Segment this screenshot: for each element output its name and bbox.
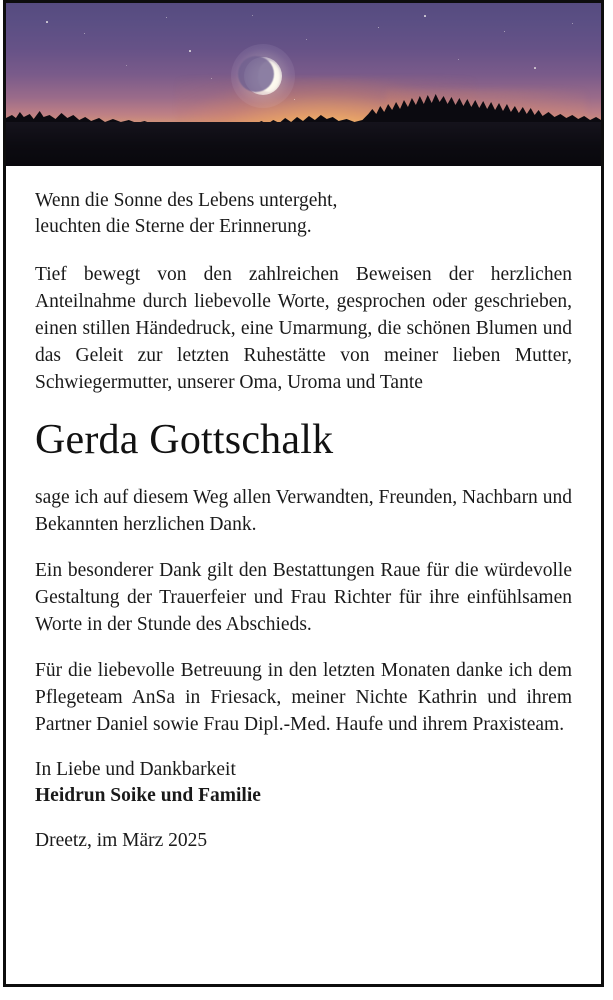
banner-photo (6, 3, 601, 166)
paragraph-2: sage ich auf diesem Weg allen Verwandten, Freunden, Nachbarn und Bekannten herzlichen Dank. (35, 487, 572, 535)
closing-block (35, 757, 572, 809)
verse (35, 188, 572, 240)
star (424, 15, 426, 17)
signature: Heidrun Soike und Familie (35, 785, 261, 806)
place-and-date: Dreetz, im März 2025 (35, 830, 208, 851)
memorial-notice-card (3, 0, 604, 987)
paragraph-4: Für die liebevolle Betreuung in den letzten Monaten danke ich dem Pflegeteam AnSa in Friesack, meiner Nichte Kathrin und ihrem Partner Daniel sowie Frau Dipl.-Med. Haufe und ihrem Praxisteam. (35, 660, 572, 735)
verse-line-1: Wenn die Sonne des Lebens untergeht, (35, 190, 338, 211)
closing-line: In Liebe und Dankbarkeit (35, 759, 236, 780)
deceased-name: Gerda Gottschalk (35, 417, 334, 463)
star (534, 67, 536, 69)
star (189, 50, 191, 52)
paragraph-1: Tief bewegt von den zahlreichen Beweisen der herzlichen Anteilnahme durch liebevolle Worte, gesprochen oder geschrieben, einen stillen Händedruck, eine Umarmung, die schönen Blumen und das Geleit zur letzten Ruhestätte von meiner lieben Mutter, Schwiegermutter, unserer Oma, Uroma und Tante (35, 264, 572, 393)
notice-text (6, 166, 601, 854)
paragraph-3: Ein besonderer Dank gilt den Bestattungen Raue für die würdevolle Gestaltung der Trauerfeier und Frau Richter für ihre einfühlsamen Worte in der Stunde des Abschieds. (35, 560, 572, 635)
verse-line-2: leuchten die Sterne der Erinnerung. (35, 216, 312, 237)
foreground-field (6, 122, 601, 166)
star (46, 21, 48, 23)
